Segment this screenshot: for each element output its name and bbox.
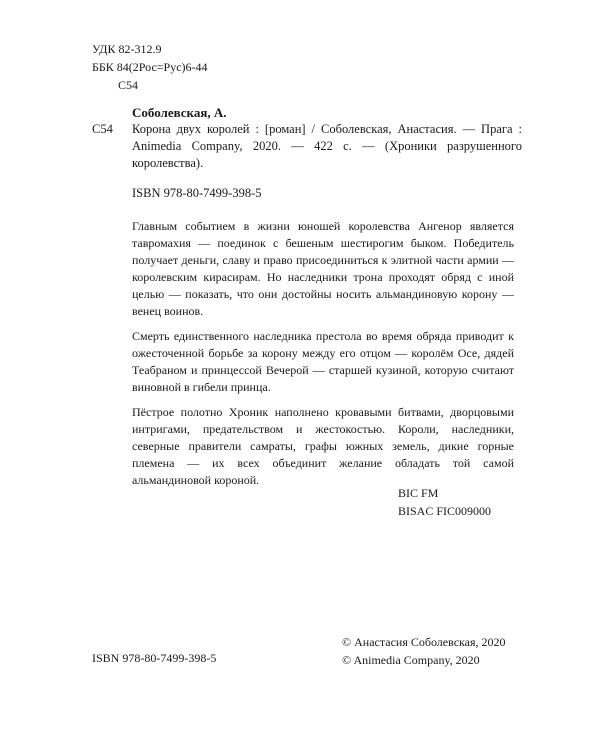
copyright-publisher: © Animedia Company, 2020	[342, 653, 480, 667]
catalog-author: Соболевская, А.	[132, 105, 227, 120]
copyright-author: © Анастасия Соболевская, 2020	[342, 635, 506, 649]
bbk-code: ББК 84(2Рос=Рус)6-44	[92, 60, 208, 74]
catalog-record	[92, 121, 522, 172]
classification-header	[92, 40, 208, 94]
udc-code: УДК 82-312.9	[92, 42, 162, 56]
author-mark: С54	[118, 78, 139, 92]
catalog-description: Корона двух королей : [роман] / Соболевская, Анастасия. — Прага : Animedia Company, 2020. — 422 с. — (Хроники разрушенного королевства).	[132, 122, 522, 170]
annotation	[132, 218, 514, 497]
annotation-paragraph: Смерть единственного наследника престола во время обряда приводит к ожесточенной борьбе за корону между его отцом — королём Осе, дядей Теабраном и принцессой Вечерой — старшей кузиной, которую считают виновной в гибели принца.	[132, 329, 514, 394]
bic-code: BIC FM	[398, 486, 439, 500]
bisac-code: BISAC FIC009000	[398, 504, 492, 518]
catalog-isbn: ISBN 978-80-7499-398-5	[132, 186, 262, 200]
copyright-block	[342, 633, 506, 669]
catalog-author-mark: С54	[92, 122, 113, 136]
annotation-paragraph: Главным событием в жизни юношей королевства Ангенор является тавромахия — поединок с бешеным шестирогим быком. Победитель получает деньги, славу и право присоединиться к элитной части армии — королевским кирасирам. Но наследники трона проходят обряд с иной целью — показать, что они достойны носить альмандиновую корону — венец воинов.	[132, 219, 514, 318]
subject-codes	[398, 484, 491, 520]
catalog-entry	[92, 104, 522, 172]
footer-isbn: ISBN 978-80-7499-398-5	[92, 651, 217, 665]
annotation-paragraph: Пёстрое полотно Хроник наполнено кровавыми битвами, дворцовыми интригами, предательством и жестокостью. Короли, наследники, северные правители самраты, графы южных земель, дикие горные племена — их всех объединит желание обладать той самой альмандиновой короной.	[132, 405, 514, 487]
